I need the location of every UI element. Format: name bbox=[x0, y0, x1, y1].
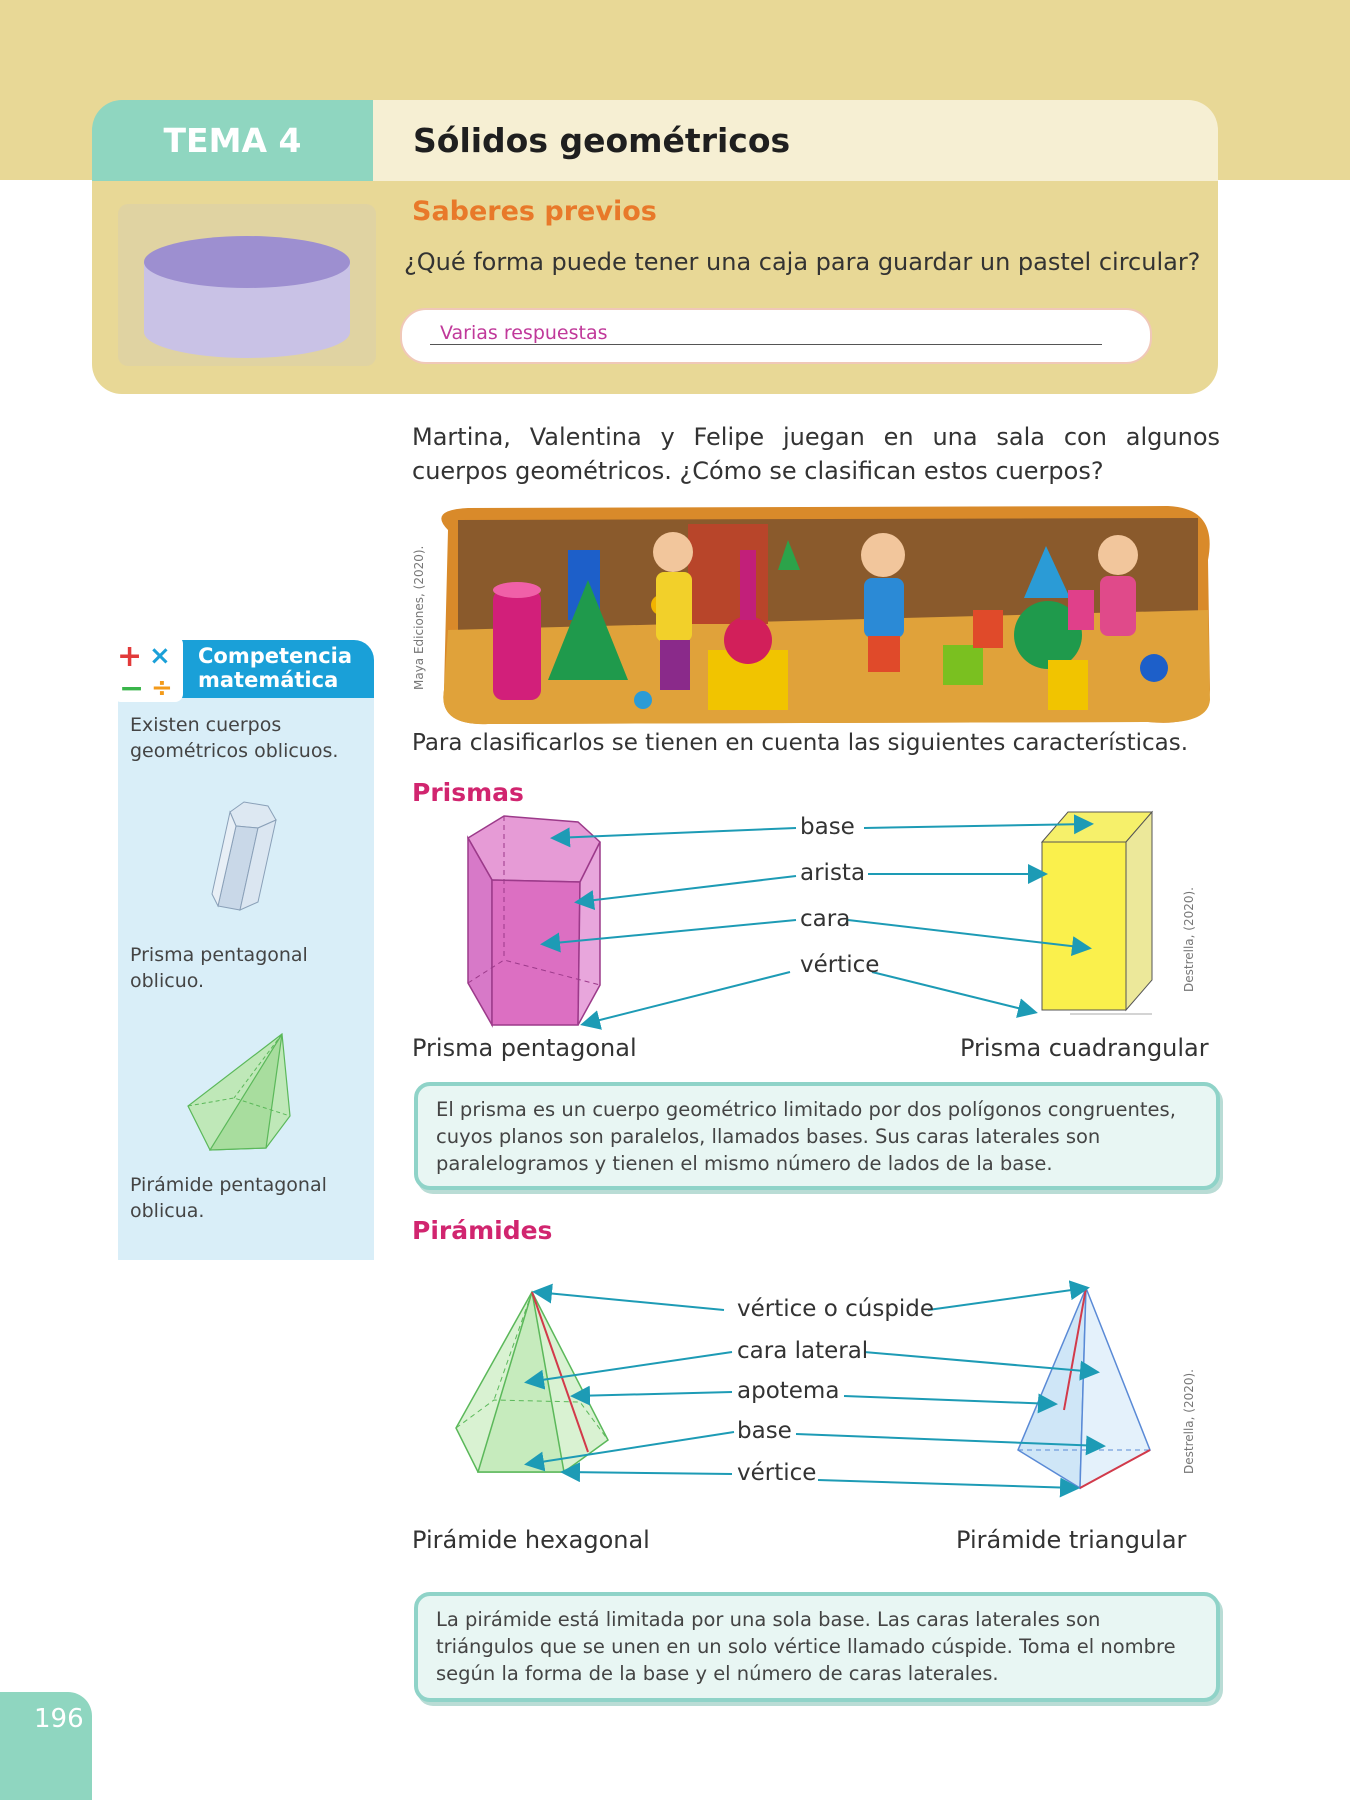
oblique-pentagonal-prism-image bbox=[210, 798, 280, 914]
answer-underline bbox=[430, 344, 1102, 345]
pyramid-definition: La pirámide está limitada por una sola base. Las caras laterales son triángulos que se unen en un solo vértice llamado cúspide. Toma el nombre según la forma de la base y el número de caras laterales. bbox=[436, 1608, 1176, 1685]
answer-text: Varias respuestas bbox=[440, 322, 608, 344]
pentagonal-prism-shape bbox=[468, 816, 600, 1025]
saberes-question: ¿Qué forma puede tener una caja para guardar un pastel circular? bbox=[404, 248, 1201, 276]
pyramid-definition-box bbox=[414, 1592, 1220, 1702]
prism-definition-box bbox=[414, 1082, 1220, 1190]
label-vertice-cuspide: vértice o cúspide bbox=[737, 1296, 935, 1322]
sidebar-intro: Existen cuerpos geométricos oblicuos. bbox=[130, 714, 339, 762]
math-operations-icon bbox=[113, 636, 183, 702]
svg-text:×: × bbox=[149, 641, 171, 671]
image-credit: Maya Ediciones, (2020). bbox=[412, 545, 426, 690]
label-base: base bbox=[800, 814, 855, 840]
piramides-heading: Pirámides bbox=[412, 1216, 553, 1245]
prisms-credit: Destrella, (2020). bbox=[1182, 887, 1196, 992]
label-vertice-pyramid: vértice bbox=[737, 1460, 817, 1486]
page-number: 196 bbox=[34, 1704, 84, 1734]
svg-text:÷: ÷ bbox=[151, 673, 173, 702]
label-arista: arista bbox=[800, 860, 866, 886]
sidebar-item1: Prisma pentagonal oblicuo. bbox=[130, 944, 308, 992]
cake-image bbox=[118, 204, 376, 366]
triangular-pyramid-shape bbox=[1018, 1288, 1150, 1488]
intro-paragraph: Martina, Valentina y Felipe juegan en una sala con algunos cuerpos geométricos. ¿Cómo se clasifican estos cuerpos? bbox=[412, 423, 1220, 485]
caption-prisma-pentagonal: Prisma pentagonal bbox=[412, 1034, 637, 1062]
label-apotema: apotema bbox=[737, 1378, 840, 1404]
label-base-pyramid: base bbox=[737, 1418, 792, 1444]
label-cara-lateral: cara lateral bbox=[737, 1338, 869, 1364]
svg-text:−: − bbox=[119, 671, 145, 702]
caption-piramide-hexagonal: Pirámide hexagonal bbox=[412, 1526, 650, 1554]
tema-label: TEMA 4 bbox=[92, 100, 373, 181]
classify-text: Para clasificarlos se tienen en cuenta las siguientes características. bbox=[412, 730, 1189, 756]
caption-piramide-triangular: Pirámide triangular bbox=[956, 1526, 1187, 1554]
saberes-previos-heading: Saberes previos bbox=[412, 196, 657, 227]
prism-definition: El prisma es un cuerpo geométrico limitado por dos polígonos congruentes, cuyos planos son paralelos, llamados bases. Sus caras laterales son paralelogramos y tienen el mismo número de lados de la base. bbox=[436, 1098, 1176, 1175]
competencia-title: Competencia matemática bbox=[198, 644, 353, 692]
sidebar-item2: Pirámide pentagonal oblicua. bbox=[130, 1174, 327, 1222]
oblique-pentagonal-pyramid-image bbox=[184, 1030, 294, 1154]
page-title: Sólidos geométricos bbox=[373, 100, 1218, 181]
children-playing-illustration bbox=[428, 500, 1218, 728]
label-cara: cara bbox=[800, 906, 851, 932]
caption-prisma-cuadrangular: Prisma cuadrangular bbox=[960, 1034, 1209, 1062]
label-vertice: vértice bbox=[800, 952, 880, 978]
prismas-heading: Prismas bbox=[412, 778, 524, 807]
svg-text:+: + bbox=[117, 639, 143, 674]
square-prism-shape bbox=[1042, 812, 1152, 1014]
pyramids-credit: Destrella, (2020). bbox=[1182, 1369, 1196, 1474]
